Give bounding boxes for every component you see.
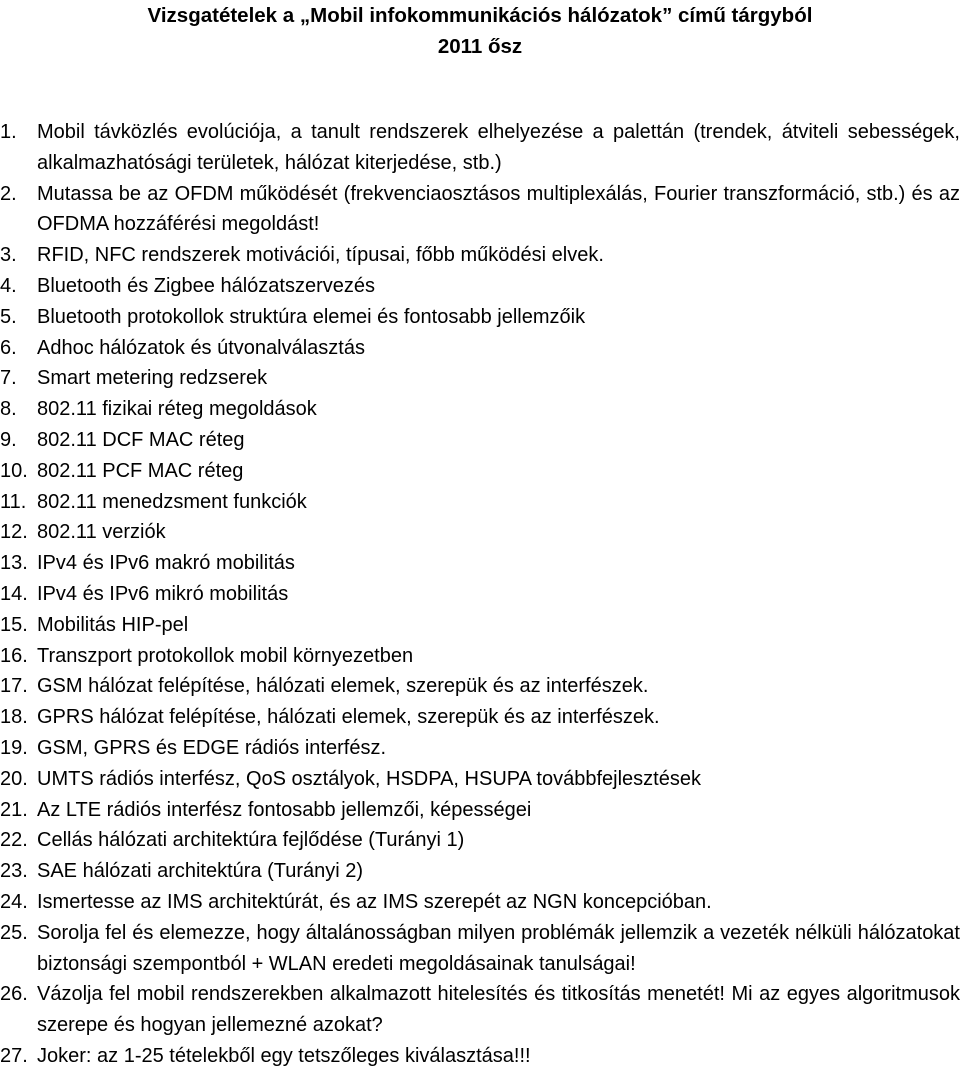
- list-item: [0, 1041, 960, 1072]
- item-number: 1.: [0, 121, 17, 143]
- item-number: 3.: [0, 244, 17, 267]
- item-text: Transzport protokollok mobil környezetben: [37, 644, 414, 667]
- item-text: Mutassa be az OFDM működését (frekvenciaosztásos multiplexálás, Fourier transzformáció, stb.) és az OFDMA hozzáférési megoldást!: [37, 182, 960, 236]
- item-text: 802.11 fizikai réteg megoldások: [37, 398, 317, 421]
- item-number: 14.: [0, 582, 28, 605]
- item-text: UMTS rádiós interfész, QoS osztályok, HSDPA, HSUPA továbbfejlesztések: [37, 767, 701, 790]
- item-text: Az LTE rádiós interfész fontosabb jellemzői, képességei: [37, 798, 532, 821]
- list-item: [0, 363, 960, 394]
- item-text: RFID, NFC rendszerek motivációi, típusai, főbb működési elvek.: [37, 244, 604, 267]
- list-item: [0, 795, 960, 826]
- item-number: 2.: [0, 182, 17, 205]
- list-item: [0, 240, 960, 271]
- item-text: Ismertesse az IMS architektúrát, és az IMS szerepét az NGN koncepcióban.: [37, 890, 712, 913]
- item-number: 4.: [0, 274, 17, 297]
- item-number: 16.: [0, 644, 28, 667]
- item-number: 17.: [0, 675, 28, 698]
- list-item: [0, 117, 960, 179]
- item-number: 5.: [0, 305, 17, 328]
- list-item: [0, 302, 960, 333]
- item-text: GPRS hálózat felépítése, hálózati elemek, szerepük és az interfészek.: [37, 706, 660, 729]
- item-text: GSM, GPRS és EDGE rádiós interfész.: [37, 736, 386, 759]
- item-number: 15.: [0, 613, 28, 636]
- item-number: 6.: [0, 336, 17, 359]
- item-text: IPv4 és IPv6 mikró mobilitás: [37, 582, 289, 605]
- item-text: GSM hálózat felépítése, hálózati elemek, szerepük és az interfészek.: [37, 675, 649, 698]
- list-item: [0, 610, 960, 641]
- item-text: Bluetooth protokollok struktúra elemei és fontosabb jellemzőik: [37, 305, 586, 328]
- list-item: [0, 671, 960, 702]
- list-item: [0, 456, 960, 487]
- title-line-1: Vizsgatételek a „Mobil infokommunikációs hálózatok” című tárgyból: [147, 4, 813, 27]
- list-item: [0, 271, 960, 302]
- list-item: [0, 548, 960, 579]
- item-number: 10.: [0, 459, 28, 482]
- list-item: [0, 517, 960, 548]
- item-number: 25.: [0, 921, 28, 944]
- item-number: 7.: [0, 367, 17, 390]
- list-item: [0, 394, 960, 425]
- item-text: Cellás hálózati architektúra fejlődése (Turányi 1): [37, 829, 465, 852]
- item-number: 26.: [0, 983, 28, 1006]
- item-text: Mobil távközlés evolúciója, a tanult rendszerek elhelyezése a palettán (trendek, átviteli sebességek, alkalmazhatósági területek, hálózat kiterjedése, stb.): [37, 121, 960, 174]
- item-text: Joker: az 1-25 tételekből egy tetszőleges kiválasztása!!!: [37, 1044, 531, 1067]
- item-number: 20.: [0, 767, 28, 790]
- item-number: 9.: [0, 428, 17, 451]
- list-item: [0, 179, 960, 241]
- list-item: [0, 487, 960, 518]
- item-text: Bluetooth és Zigbee hálózatszervezés: [37, 274, 375, 297]
- item-number: 11.: [0, 490, 27, 513]
- item-text: Smart metering redzserek: [37, 367, 268, 390]
- item-text: Adhoc hálózatok és útvonalválasztás: [37, 336, 365, 359]
- item-text: 802.11 menedzsment funkciók: [37, 490, 307, 513]
- list-item: [0, 333, 960, 364]
- list-item: [0, 425, 960, 456]
- item-text: SAE hálózati architektúra (Turányi 2): [37, 860, 364, 883]
- list-item: [0, 733, 960, 764]
- item-text: 802.11 PCF MAC réteg: [37, 459, 244, 482]
- item-number: 8.: [0, 398, 17, 421]
- document-title: [0, 0, 960, 62]
- list-item: [0, 918, 960, 980]
- item-text: Vázolja fel mobil rendszerekben alkalmazott hitelesítés és titkosítás menetét! Mi az egyes algoritmusok szerepe és hogyan jellemezné azokat?: [37, 983, 960, 1037]
- item-text: Mobilitás HIP-pel: [37, 613, 189, 636]
- item-text: 802.11 verziók: [37, 521, 166, 544]
- item-text: 802.11 DCF MAC réteg: [37, 428, 245, 451]
- list-item: [0, 702, 960, 733]
- list-item: [0, 764, 960, 795]
- item-number: 12.: [0, 521, 28, 544]
- list-item: [0, 979, 960, 1041]
- item-text: IPv4 és IPv6 makró mobilitás: [37, 552, 295, 575]
- item-text: Sorolja fel és elemezze, hogy általánosságban milyen problémák jellemzik a vezeték nélküli hálózatokat biztonsági szempontból + WLAN eredeti megoldásainak tanulságai!: [37, 921, 960, 975]
- item-number: 18.: [0, 706, 28, 729]
- list-item: [0, 825, 960, 856]
- list-item: [0, 887, 960, 918]
- item-number: 13.: [0, 552, 28, 575]
- list-item: [0, 641, 960, 672]
- item-number: 23.: [0, 860, 28, 883]
- title-line-2: 2011 ősz: [437, 35, 523, 58]
- item-number: 24.: [0, 890, 28, 913]
- list-item: [0, 579, 960, 610]
- list-item: [0, 856, 960, 887]
- item-number: 22.: [0, 829, 28, 852]
- item-number: 19.: [0, 736, 28, 759]
- exam-topic-list: [0, 117, 960, 1072]
- item-number: 27.: [0, 1044, 28, 1067]
- item-number: 21.: [0, 798, 28, 821]
